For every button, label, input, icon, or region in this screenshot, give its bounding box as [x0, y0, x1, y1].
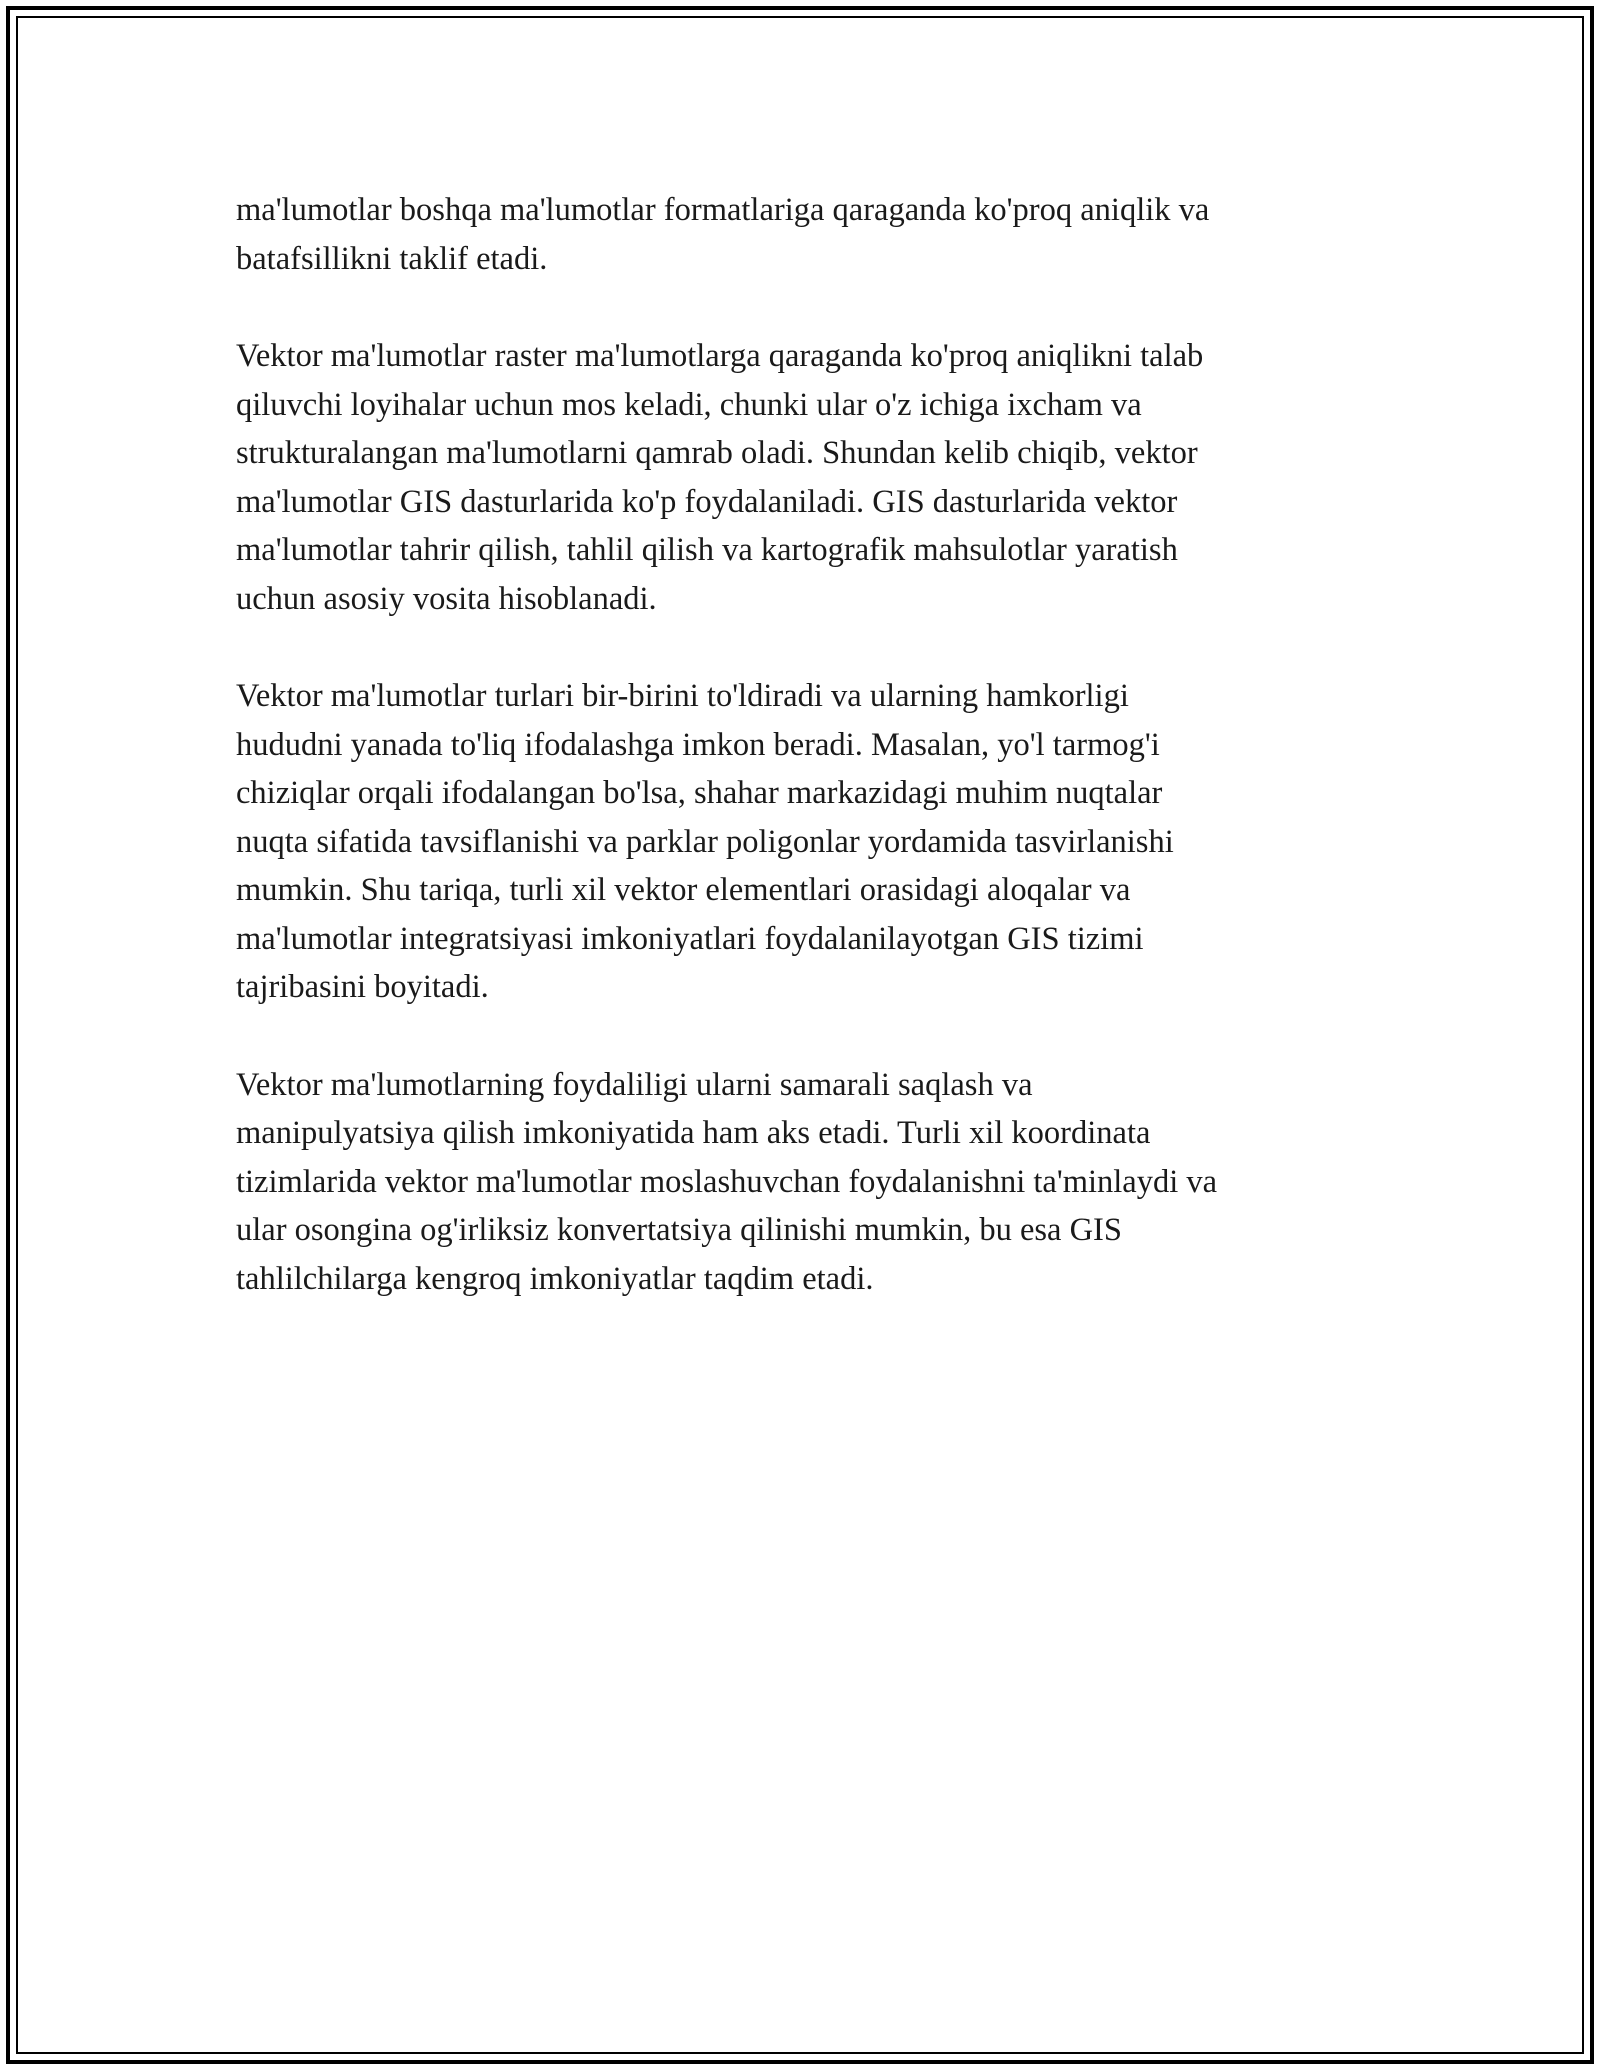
- paragraph-1: ma'lumotlar boshqa ma'lumotlar formatlariga qaraganda ko'proq aniqlik va batafsillikni taklif etadi.: [236, 192, 1210, 277]
- paragraph-3: Vektor ma'lumotlar turlari bir-birini to'ldiradi va ularning hamkorligi hududni yanada to'liq ifodalashga imkon beradi. Masalan, yo'l tarmog'i chiziqlar orqali ifodalangan bo'lsa, shahar markazidagi muhim nuqtalar nuqta sifatida tavsiflanishi va parklar poligonlar yordamida tasvirlanishi mumkin. Shu tariqa, turli xil vektor elementlari orasidagi aloqalar va ma'lumotlar integratsiyasi imkoniyatlari foydalanilayotgan GIS tizimi tajribasini boyitadi.: [236, 678, 1174, 1005]
- paragraph-2: Vektor ma'lumotlar raster ma'lumotlarga qaraganda ko'proq aniqlikni talab qiluvchi loyihalar uchun mos keladi, chunki ular o'z ichiga ixcham va strukturalangan ma'lumotlarni qamrab oladi. Shundan kelib chiqib, vektor ma'lumotlar GIS dasturlarida ko'p foydalaniladi. GIS dasturlarida vektor ma'lumotlar tahrir qilish, tahlil qilish va kartografik mahsulotlar yaratish uchun asosiy vosita hisoblanadi.: [236, 338, 1204, 617]
- paragraph-4: Vektor ma'lumotlarning foydaliligi ularni samarali saqlash va manipulyatsiya qilish imkoniyatida ham aks etadi. Turli xil koordinata tizimlarida vektor ma'lumotlar moslashuvchan foydalanishni ta'minlaydi va ular osongina og'irliksiz konvertatsiya qilinishi mumkin, bu esa GIS tahlilchilarga kengroq imkoniyatlar taqdim etadi.: [236, 1066, 1218, 1297]
- document-body: [236, 186, 1366, 1352]
